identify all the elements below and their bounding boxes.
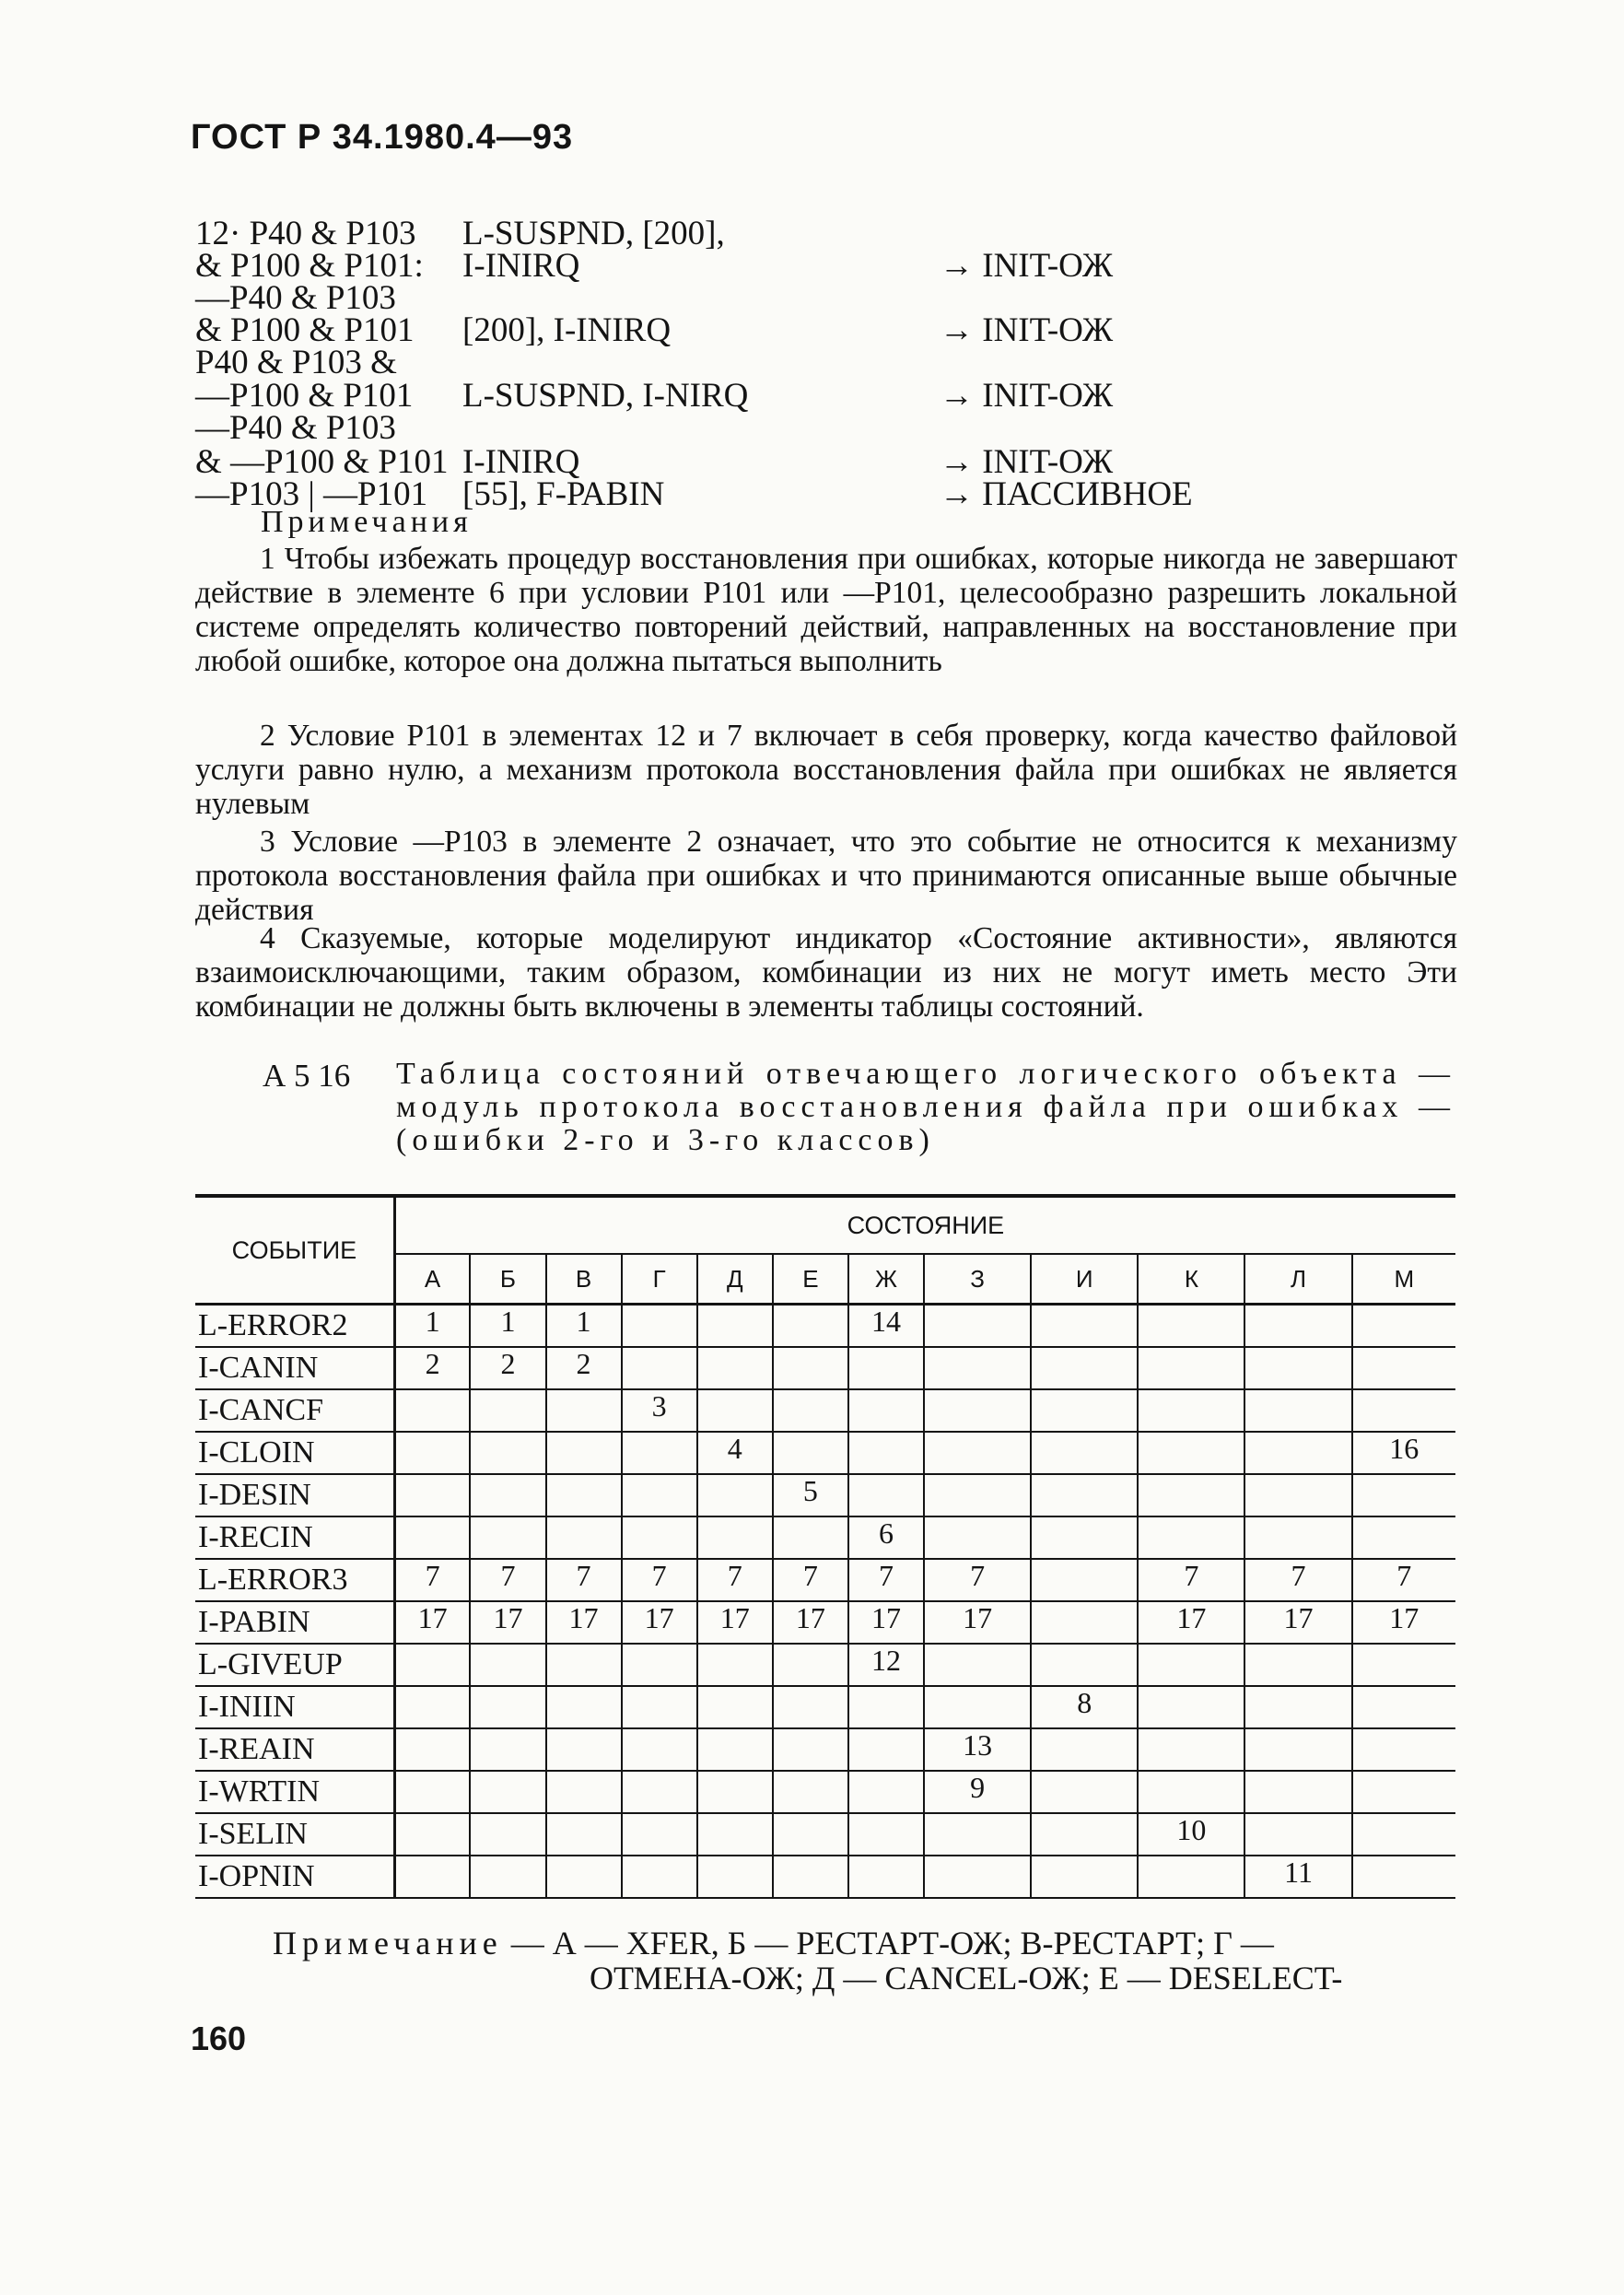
state-column-letter: М xyxy=(1352,1254,1455,1305)
note-3-text: 3 Условие —Р103 в элементе 2 означает, что это событие не относится к механизму протокола восстановления файла при ошибках и что принимаются описанные выше обычные действия xyxy=(195,825,1457,927)
event-name: I-CANCF xyxy=(195,1389,394,1432)
state-cell xyxy=(697,1516,773,1559)
state-cell xyxy=(924,1856,1031,1898)
state-cell: 2 xyxy=(394,1347,470,1389)
table-row xyxy=(195,1728,1455,1771)
transition-cond: —Р40 & Р103 xyxy=(195,279,396,317)
state-cell xyxy=(1138,1856,1244,1898)
state-cell: 3 xyxy=(622,1389,697,1432)
state-cell xyxy=(546,1813,622,1856)
state-cell xyxy=(470,1728,545,1771)
state-cell xyxy=(470,1389,545,1432)
transition-action: L-SUSPND, I-NIRQ xyxy=(462,377,749,415)
state-cell xyxy=(622,1686,697,1728)
state-cell: 17 xyxy=(773,1601,848,1644)
state-cell xyxy=(848,1856,924,1898)
transition-next: → INIT-ОЖ xyxy=(940,247,1114,285)
state-cell xyxy=(546,1686,622,1728)
event-name: I-CANIN xyxy=(195,1347,394,1389)
state-cell: 7 xyxy=(697,1559,773,1601)
state-cell: 17 xyxy=(848,1601,924,1644)
state-cell: 7 xyxy=(1138,1559,1244,1601)
event-name: I-PABIN xyxy=(195,1601,394,1644)
event-name: I-SELIN xyxy=(195,1813,394,1856)
state-cell xyxy=(773,1728,848,1771)
event-name: I-RECIN xyxy=(195,1516,394,1559)
state-column-letter: К xyxy=(1138,1254,1244,1305)
table-row xyxy=(195,1813,1455,1856)
state-cell xyxy=(546,1771,622,1813)
transition-cond: Р40 & Р103 & xyxy=(195,344,397,381)
state-cell: 10 xyxy=(1138,1813,1244,1856)
event-name: I-CLOIN xyxy=(195,1432,394,1474)
transition-cond: 12· Р40 & Р103 xyxy=(195,215,416,252)
state-cell: 17 xyxy=(1138,1601,1244,1644)
state-cell: 7 xyxy=(1352,1559,1455,1601)
state-cell xyxy=(1031,1347,1138,1389)
state-cell xyxy=(924,1347,1031,1389)
table-row xyxy=(195,1305,1455,1348)
state-cell xyxy=(394,1644,470,1686)
state-cell: 17 xyxy=(622,1601,697,1644)
state-column-header: СОСТОЯНИЕ xyxy=(394,1196,1455,1254)
state-cell xyxy=(546,1644,622,1686)
footnote-line-1 xyxy=(273,1924,1461,1962)
state-cell: 12 xyxy=(848,1644,924,1686)
state-cell xyxy=(1244,1474,1351,1516)
state-cell xyxy=(848,1813,924,1856)
state-cell xyxy=(1138,1389,1244,1432)
state-cell xyxy=(1352,1347,1455,1389)
note-3 xyxy=(195,825,1457,927)
state-cell: 13 xyxy=(924,1728,1031,1771)
notes-title: Примечания xyxy=(261,505,473,539)
state-cell xyxy=(924,1516,1031,1559)
state-cell xyxy=(1352,1856,1455,1898)
state-cell xyxy=(1244,1728,1351,1771)
transition-action: [200], I-INIRQ xyxy=(462,311,672,349)
transition-next: → INIT-ОЖ xyxy=(940,311,1114,349)
state-cell: 17 xyxy=(546,1601,622,1644)
state-cell xyxy=(924,1644,1031,1686)
state-cell xyxy=(1031,1305,1138,1348)
state-cell: 1 xyxy=(394,1305,470,1348)
state-cell xyxy=(1138,1347,1244,1389)
state-column-letter: З xyxy=(924,1254,1031,1305)
state-cell xyxy=(622,1856,697,1898)
state-cell xyxy=(622,1432,697,1474)
state-cell: 8 xyxy=(1031,1686,1138,1728)
state-cell xyxy=(848,1771,924,1813)
table-row xyxy=(195,1474,1455,1516)
state-cell xyxy=(848,1728,924,1771)
state-cell xyxy=(773,1813,848,1856)
state-cell: 16 xyxy=(1352,1432,1455,1474)
state-cell xyxy=(1138,1771,1244,1813)
state-cell xyxy=(1352,1305,1455,1348)
table-row xyxy=(195,1644,1455,1686)
state-cell xyxy=(1244,1389,1351,1432)
table-row xyxy=(195,1389,1455,1432)
table-row xyxy=(195,1771,1455,1813)
transition-cond: —Р100 & Р101 xyxy=(195,377,414,415)
note-2-text: 2 Условие Р101 в элементах 12 и 7 включает в себя проверку, когда качество файловой услуги равно нулю, а механизм протокола восстановления файла при ошибках не является нулевым xyxy=(195,719,1457,821)
state-cell xyxy=(1138,1474,1244,1516)
state-cell xyxy=(924,1305,1031,1348)
state-cell xyxy=(848,1474,924,1516)
state-cell xyxy=(773,1305,848,1348)
state-cell xyxy=(1138,1432,1244,1474)
event-column-header: СОБЫТИЕ xyxy=(195,1196,394,1305)
table-body xyxy=(195,1305,1455,1899)
state-cell: 1 xyxy=(470,1305,545,1348)
state-cell: 17 xyxy=(470,1601,545,1644)
state-cell xyxy=(394,1813,470,1856)
transition-action: [55], F-РАВIN xyxy=(462,475,665,513)
state-cell xyxy=(924,1474,1031,1516)
state-cell xyxy=(697,1389,773,1432)
table-row xyxy=(195,1686,1455,1728)
state-cell xyxy=(1031,1771,1138,1813)
state-column-letter: Д xyxy=(697,1254,773,1305)
state-cell xyxy=(1138,1305,1244,1348)
state-cell xyxy=(848,1389,924,1432)
footnote-text-1: — А — XFER, Б — РЕСТАРТ-ОЖ; В-РЕСТАРТ; Г — xyxy=(502,1925,1274,1961)
event-name: L-ERROR3 xyxy=(195,1559,394,1601)
state-cell xyxy=(394,1728,470,1771)
state-cell xyxy=(1031,1432,1138,1474)
table-title: Таблица состояний отвечающего логического объекта — модуль протокола восстановления файла при ошибках — (ошибки 2-го и 3-го классов) xyxy=(396,1057,1455,1157)
state-cell xyxy=(622,1644,697,1686)
page-number: 160 xyxy=(191,2020,247,2057)
state-cell: 17 xyxy=(697,1601,773,1644)
state-cell xyxy=(470,1813,545,1856)
state-cell xyxy=(697,1771,773,1813)
state-cell xyxy=(1031,1516,1138,1559)
table-row xyxy=(195,1856,1455,1898)
state-cell xyxy=(773,1389,848,1432)
table-number: А 5 16 xyxy=(263,1058,351,1094)
state-cell xyxy=(546,1856,622,1898)
state-cell: 7 xyxy=(848,1559,924,1601)
state-cell xyxy=(773,1347,848,1389)
transition-next: → INIT-ОЖ xyxy=(940,377,1114,415)
state-cell: 2 xyxy=(470,1347,545,1389)
state-cell: 7 xyxy=(470,1559,545,1601)
state-cell xyxy=(546,1474,622,1516)
state-cell: 1 xyxy=(546,1305,622,1348)
state-cell xyxy=(394,1856,470,1898)
state-cell xyxy=(622,1347,697,1389)
state-cell xyxy=(1352,1389,1455,1432)
state-cell xyxy=(394,1516,470,1559)
state-cell xyxy=(1352,1728,1455,1771)
state-cell xyxy=(546,1432,622,1474)
state-cell: 7 xyxy=(622,1559,697,1601)
state-cell xyxy=(1138,1728,1244,1771)
state-cell xyxy=(1031,1389,1138,1432)
state-cell xyxy=(697,1474,773,1516)
event-name: L-ERROR2 xyxy=(195,1305,394,1348)
state-cell xyxy=(924,1813,1031,1856)
note-4 xyxy=(195,921,1457,1024)
state-cell xyxy=(924,1389,1031,1432)
state-cell: 17 xyxy=(1352,1601,1455,1644)
state-cell xyxy=(394,1432,470,1474)
state-cell xyxy=(394,1686,470,1728)
state-cell: 14 xyxy=(848,1305,924,1348)
state-cell: 4 xyxy=(697,1432,773,1474)
state-cell: 2 xyxy=(546,1347,622,1389)
state-cell xyxy=(1352,1516,1455,1559)
note-2 xyxy=(195,719,1457,821)
state-cell xyxy=(1138,1644,1244,1686)
state-cell xyxy=(622,1305,697,1348)
state-cell xyxy=(773,1686,848,1728)
state-cell xyxy=(697,1686,773,1728)
state-cell: 7 xyxy=(924,1559,1031,1601)
state-cell xyxy=(773,1644,848,1686)
transition-action: L-SUSPND, [200], xyxy=(462,215,725,252)
document-header: ГОСТ Р 34.1980.4—93 xyxy=(191,118,574,157)
event-name: I-WRTIN xyxy=(195,1771,394,1813)
state-cell xyxy=(1244,1432,1351,1474)
note-1-text: 1 Чтобы избежать процедур восстановления при ошибках, которые никогда не завершают действие в элементе 6 при условии Р101 или —Р101, целесообразно разрешить локальной системе определять количество повторений действий, направленных на восстановление при любой ошибке, которое она должна пытаться выполнить xyxy=(195,542,1457,678)
transition-cond: & —Р100 & Р101 xyxy=(195,443,449,481)
state-cell xyxy=(697,1813,773,1856)
state-cell xyxy=(394,1771,470,1813)
state-cell: 7 xyxy=(1244,1559,1351,1601)
state-cell xyxy=(1031,1728,1138,1771)
state-column-letter: Г xyxy=(622,1254,697,1305)
table-row xyxy=(195,1432,1455,1474)
state-cell xyxy=(546,1728,622,1771)
state-cell xyxy=(848,1686,924,1728)
state-cell xyxy=(1244,1516,1351,1559)
state-cell xyxy=(924,1432,1031,1474)
state-cell xyxy=(1352,1813,1455,1856)
state-cell xyxy=(773,1856,848,1898)
state-cell xyxy=(470,1771,545,1813)
state-cell xyxy=(470,1432,545,1474)
state-column-letter: Е xyxy=(773,1254,848,1305)
state-cell xyxy=(773,1771,848,1813)
state-cell xyxy=(697,1728,773,1771)
state-cell xyxy=(470,1644,545,1686)
transition-action: I-INIRQ xyxy=(462,247,580,285)
note-4-text: 4 Сказуемые, которые моделируют индикатор «Состояние активности», являются взаимоисключающими, таким образом, комбинации из них не могут иметь место Эти комбинации не должны быть включены в элементы таблицы состояний. xyxy=(195,921,1457,1024)
state-cell xyxy=(470,1856,545,1898)
state-cell xyxy=(470,1516,545,1559)
state-cell xyxy=(773,1516,848,1559)
state-cell xyxy=(622,1728,697,1771)
state-cell: 5 xyxy=(773,1474,848,1516)
event-name: L-GIVEUP xyxy=(195,1644,394,1686)
state-cell: 9 xyxy=(924,1771,1031,1813)
transition-action: I-INIRQ xyxy=(462,443,580,481)
state-cell xyxy=(622,1813,697,1856)
state-cell xyxy=(470,1686,545,1728)
state-cell xyxy=(1031,1644,1138,1686)
state-cell xyxy=(1031,1474,1138,1516)
state-cell xyxy=(1138,1516,1244,1559)
state-cell xyxy=(1352,1474,1455,1516)
transition-next: → ПАССИВНОЕ xyxy=(940,475,1193,513)
state-cell xyxy=(1244,1813,1351,1856)
transition-cond: & Р100 & Р101 xyxy=(195,311,415,349)
state-cell xyxy=(622,1516,697,1559)
state-cell xyxy=(924,1686,1031,1728)
state-cell: 17 xyxy=(924,1601,1031,1644)
state-cell xyxy=(1031,1813,1138,1856)
footnote-label: Примечание xyxy=(273,1925,503,1961)
state-cell xyxy=(546,1516,622,1559)
state-cell: 7 xyxy=(773,1559,848,1601)
event-name: I-OPNIN xyxy=(195,1856,394,1898)
transition-next: → INIT-ОЖ xyxy=(940,443,1114,481)
transition-cond: —Р103 | —Р101 xyxy=(195,475,428,513)
table-row xyxy=(195,1601,1455,1644)
state-cell xyxy=(697,1347,773,1389)
state-cell: 7 xyxy=(546,1559,622,1601)
state-cell xyxy=(1138,1686,1244,1728)
state-cell: 7 xyxy=(394,1559,470,1601)
state-cell xyxy=(1031,1601,1138,1644)
state-cell xyxy=(697,1305,773,1348)
event-name: I-INIIN xyxy=(195,1686,394,1728)
state-cell: 6 xyxy=(848,1516,924,1559)
state-cell xyxy=(697,1856,773,1898)
state-cell xyxy=(394,1474,470,1516)
state-column-letter: И xyxy=(1031,1254,1138,1305)
event-name: I-REAIN xyxy=(195,1728,394,1771)
state-cell xyxy=(1031,1856,1138,1898)
footnote-line-2: ОТМЕНА-ОЖ; Д — CANCEL-ОЖ; Е — DESELECT- xyxy=(590,1960,1343,1996)
transition-cond: —Р40 & Р103 xyxy=(195,409,396,447)
state-cell xyxy=(773,1432,848,1474)
state-cell xyxy=(546,1389,622,1432)
state-cell xyxy=(470,1474,545,1516)
event-name: I-DESIN xyxy=(195,1474,394,1516)
state-cell xyxy=(1352,1686,1455,1728)
state-cell xyxy=(622,1771,697,1813)
state-column-letter: Б xyxy=(470,1254,545,1305)
state-cell: 17 xyxy=(1244,1601,1351,1644)
state-cell xyxy=(848,1347,924,1389)
state-cell xyxy=(1244,1686,1351,1728)
state-cell xyxy=(1244,1347,1351,1389)
transition-cond: & Р100 & Р101: xyxy=(195,247,424,285)
state-cell: 17 xyxy=(394,1601,470,1644)
state-column-letter: Ж xyxy=(848,1254,924,1305)
state-cell xyxy=(1244,1305,1351,1348)
state-column-letter: Л xyxy=(1244,1254,1351,1305)
state-cell xyxy=(394,1389,470,1432)
state-cell xyxy=(1352,1771,1455,1813)
state-cell xyxy=(848,1432,924,1474)
table-row xyxy=(195,1559,1455,1601)
state-cell xyxy=(1244,1644,1351,1686)
state-cell xyxy=(622,1474,697,1516)
state-cell: 11 xyxy=(1244,1856,1351,1898)
state-column-letter: В xyxy=(546,1254,622,1305)
state-cell xyxy=(1352,1644,1455,1686)
state-table xyxy=(195,1194,1455,1899)
state-cell xyxy=(697,1644,773,1686)
table-row xyxy=(195,1347,1455,1389)
note-1 xyxy=(195,542,1457,678)
state-cell xyxy=(1031,1559,1138,1601)
state-cell xyxy=(1244,1771,1351,1813)
state-column-letter: А xyxy=(394,1254,470,1305)
table-row xyxy=(195,1516,1455,1559)
